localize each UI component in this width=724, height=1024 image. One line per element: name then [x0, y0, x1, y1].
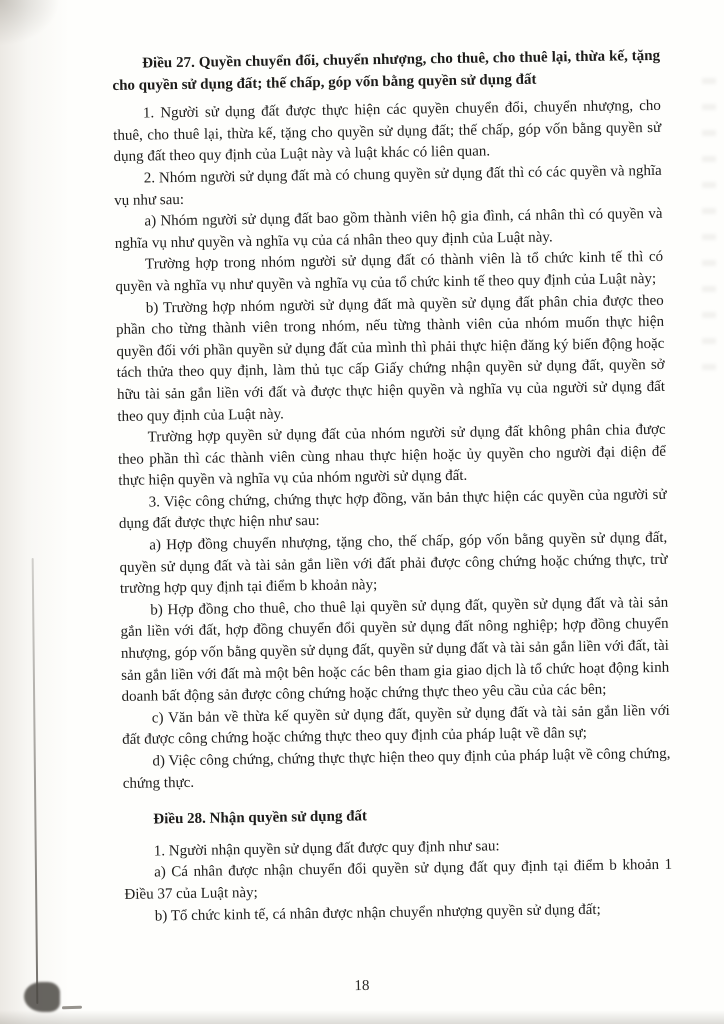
document-body — [112, 46, 673, 928]
paragraph: Trường hợp trong nhóm người sử dụng đất có thành viên là tổ chức kinh tế thì có quyền và nghĩa vụ như quyền và nghĩa vụ của tổ chức kinh tế theo quy định của Luật này; — [115, 249, 664, 295]
scan-bottom-mark — [62, 1006, 82, 1010]
paragraph: d) Việc công chứng, chứng thực thực hiện theo quy định của pháp luật về công chứng, chứng thực. — [122, 745, 671, 792]
bleed-through-marks — [702, 78, 716, 378]
paragraph: 2. Nhóm người sử dụng đất mà có chung quyền sử dụng đất thì có các quyền và nghĩa vụ như sau: — [114, 162, 662, 209]
scan-shadow-top-left — [0, 0, 60, 46]
paragraph: b) Trường hợp nhóm người sử dụng đất mà quyền sử dụng đất phân chia được theo phần cho từng thành viên trong nhóm, nếu từng thành viên của nhóm muốn thực hiện quyền đối với phần quyền sử dụng đất của mình thì phải thực hiện đăng ký biến động hoặc tách thửa theo quy định, làm thủ tục cấp Giấy chứng nhận quyền sử dụng đất, quyền sở hữu tài sản gắn liền với đất và được thực hiện quyền và nghĩa vụ của người sử dụng đất theo quy định của Luật này. — [115, 292, 666, 425]
paragraph: Trường hợp quyền sử dụng đất của nhóm người sử dụng đất không phân chia được theo phần thì các thành viên cùng nhau thực hiện hoặc ủy quyền cho người đại diện để thực hiện quyền và nghĩa vụ của nhóm người sử dụng đất. — [117, 421, 667, 490]
page-number: 18 — [354, 977, 370, 995]
paragraph: 1. Người nhận quyền sử dụng đất được quy định như sau: — [153, 838, 500, 860]
paragraph: c) Văn bản về thừa kế quyền sử dụng đất, quyền sử dụng đất và tài sản gắn liền với đất được công chứng hoặc chứng thực theo quy định của pháp luật về dân sự; — [122, 702, 670, 749]
paragraph: a) Cá nhân được nhận chuyển đổi quyền sử dụng đất quy định tại điểm b khoản 1 Điều 37 của Luật này; — [124, 857, 673, 903]
paragraph: a) Nhóm người sử dụng đất bao gồm thành viên hộ gia đình, cá nhân thì có quyền và nghĩa vụ như quyền và nghĩa vụ của cá nhân theo quy định của Luật này. — [114, 206, 663, 252]
paragraph: b) Tổ chức kinh tế, cá nhân được nhận chuyển nhượng quyền sử dụng đất; — [154, 901, 601, 925]
article-27-heading: Điều 27. Quyền chuyển đổi, chuyển nhượng, cho thuê, cho thuê lại, thừa kế, tặng cho quyền sử dụng đất; thế chấp, góp vốn bằng quyền sử dụng đất — [112, 47, 661, 94]
paragraph: 1. Người sử dụng đất được thực hiện các quyền chuyển đổi, chuyển nhượng, cho thuê, cho thuê lại, thừa kế, tặng cho quyền sử dụng đất; thế chấp, góp vốn bằng quyền sử dụng đất theo quy định của Luật này và luật khác có liên quan. — [113, 98, 662, 166]
scan-corner-blob — [24, 982, 60, 1012]
paragraph: 3. Việc công chứng, chứng thực hợp đồng, văn bản thực hiện các quyền của người sử dụng đất được thực hiện như sau: — [118, 486, 667, 533]
scan-edge-line — [32, 558, 39, 1004]
paragraph: a) Hợp đồng chuyển nhượng, tặng cho, thế chấp, góp vốn bằng quyền sử dụng đất, quyền sử dụng đất và tài sản gắn liền với đất phải được công chứng hoặc chứng thực, trừ trường hợp quy định tại điểm b khoản này; — [119, 529, 668, 598]
paragraph: b) Hợp đồng cho thuê, cho thuê lại quyền sử dụng đất, quyền sử dụng đất và tài sản gắn liền với đất, hợp đồng chuyển đổi quyền sử dụng đất nông nghiệp; hợp đồng chuyển nhượng, góp vốn bằng quyền sử dụng đất, quyền sử dụng đất và tài sản gắn liền với đất, tài sản gắn liền với đất mà một bên hoặc các bên tham gia giao dịch là tổ chức hoạt động kinh doanh bất động sản được công chứng hoặc chứng thực theo yêu cầu của các bên; — [120, 594, 670, 706]
article-28-heading: Điều 28. Nhận quyền sử dụng đất — [153, 808, 368, 828]
